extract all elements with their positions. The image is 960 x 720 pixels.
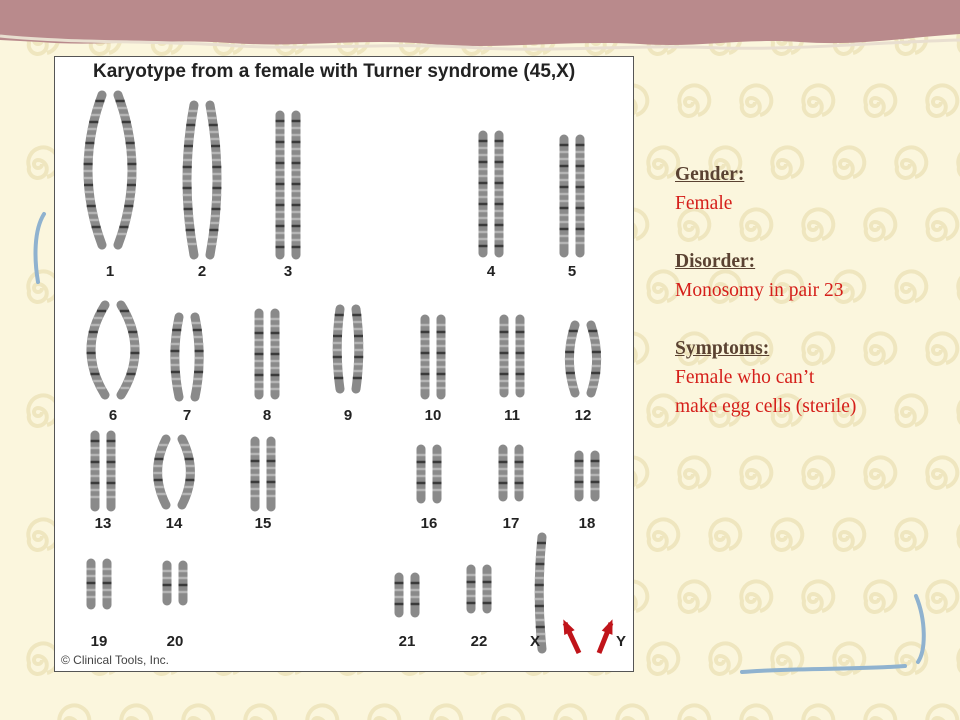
symptoms-heading: Symptoms: <box>675 338 770 359</box>
chromosome-label: 16 <box>420 515 438 532</box>
chromosome-label: X <box>529 633 540 650</box>
chromosome-label: 1 <box>105 263 115 280</box>
gender-value: Female <box>675 193 733 214</box>
chromosome-label: 21 <box>398 633 416 650</box>
symptoms-line-1: Female who can’t <box>675 367 815 388</box>
chromosome-label: 7 <box>182 407 192 424</box>
chromosome-label: 8 <box>262 407 272 424</box>
chromosome-label: 17 <box>502 515 520 532</box>
info-panel <box>675 160 856 421</box>
copyright-notice: © Clinical Tools, Inc. <box>61 653 169 667</box>
chromosome-label: 15 <box>254 515 272 532</box>
chromosome-label: 6 <box>108 407 118 424</box>
chromosome-label: 22 <box>470 633 488 650</box>
chromosome-label: 13 <box>94 515 112 532</box>
disorder-heading: Disorder: <box>675 251 756 272</box>
chromosome-label: 18 <box>578 515 596 532</box>
chromosome-label: 20 <box>166 633 184 650</box>
chromosome-label: 11 <box>504 407 520 424</box>
chromosome-label: Y <box>615 633 626 650</box>
chromosome-label: 5 <box>567 263 577 280</box>
gender-heading: Gender: <box>675 164 745 185</box>
chromosome-image <box>55 57 633 671</box>
chromosome-label: 3 <box>283 263 293 280</box>
disorder-value: Monosomy in pair 23 <box>675 280 844 301</box>
decorative-top-band <box>0 0 960 52</box>
chromosome-label: 9 <box>343 407 353 424</box>
karyotype-figure <box>54 56 634 672</box>
chromosome-label: 19 <box>90 633 108 650</box>
symptoms-line-2: make egg cells (sterile) <box>675 396 857 417</box>
chromosome-label: 10 <box>424 407 442 424</box>
figure-title: Karyotype from a female with Turner syndrome (45,X) <box>93 61 576 82</box>
chromosome-label: 4 <box>486 263 496 280</box>
chromosome-label: 12 <box>574 407 592 424</box>
chromosome-label: 2 <box>197 263 207 280</box>
chromosome-label: 14 <box>165 515 183 532</box>
